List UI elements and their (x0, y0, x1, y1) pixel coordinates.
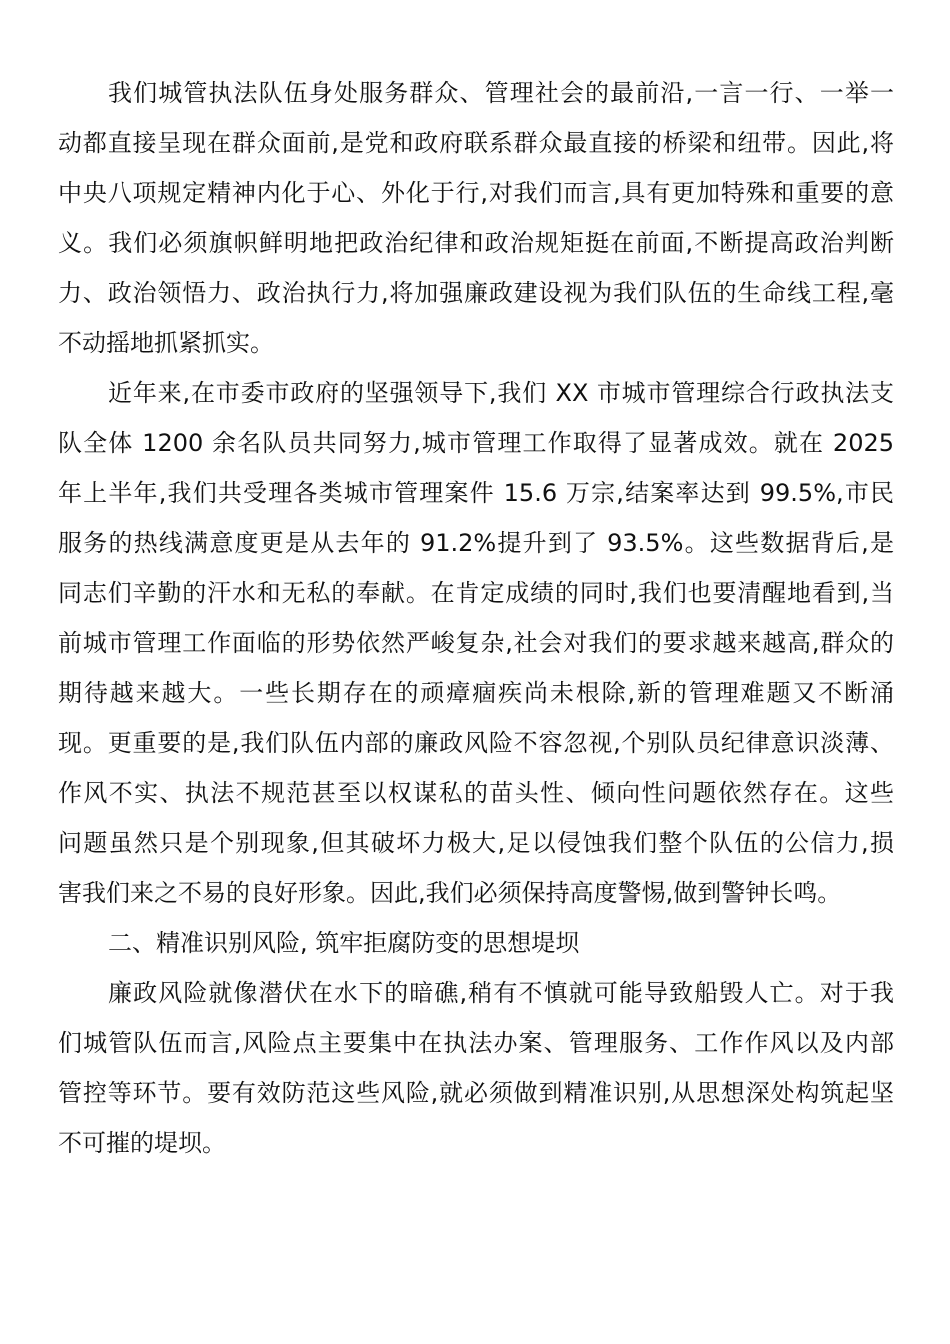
text-line: 作风不实、执法不规范甚至以权谋私的苗头性、倾向性问题依然存在。这些 (58, 779, 894, 807)
paragraph (58, 68, 894, 368)
text-line: 管控等环节。要有效防范这些风险,就必须做到精准识别,从思想深处构筑起坚 (58, 1079, 894, 1107)
paragraph (58, 968, 894, 1168)
text-line: 前城市管理工作面临的形势依然严峻复杂,社会对我们的要求越来越高,群众的 (58, 629, 894, 657)
text-line: 近年来,在市委市政府的坚强领导下,我们 XX 市城市管理综合行政执法支 (108, 379, 894, 407)
section-heading (58, 918, 894, 968)
section-heading-text: 二、精准识别风险, 筑牢拒腐防变的思想堤坝 (108, 929, 580, 957)
paragraph (58, 368, 894, 918)
text-line: 不动摇地抓紧抓实。 (58, 329, 274, 357)
text-line: 们城管队伍而言,风险点主要集中在执法办案、管理服务、工作作风以及内部 (58, 1029, 894, 1057)
text-line: 队全体 1200 余名队员共同努力,城市管理工作取得了显著成效。就在 2025 (58, 429, 894, 457)
text-line: 不可摧的堤坝。 (58, 1129, 226, 1157)
text-line: 义。我们必须旗帜鲜明地把政治纪律和政治规矩挺在前面,不断提高政治判断 (58, 229, 894, 257)
text-line: 问题虽然只是个别现象,但其破坏力极大,足以侵蚀我们整个队伍的公信力,损 (58, 829, 894, 857)
text-line: 服务的热线满意度更是从去年的 91.2%提升到了 93.5%。这些数据背后,是 (58, 529, 894, 557)
text-line: 动都直接呈现在群众面前,是党和政府联系群众最直接的桥梁和纽带。因此,将 (58, 129, 894, 157)
text-line: 年上半年,我们共受理各类城市管理案件 15.6 万宗,结案率达到 99.5%,市民 (58, 479, 894, 507)
text-line: 廉政风险就像潜伏在水下的暗礁,稍有不慎就可能导致船毁人亡。对于我 (108, 979, 894, 1007)
text-line: 同志们辛勤的汗水和无私的奉献。在肯定成绩的同时,我们也要清醒地看到,当 (58, 579, 894, 607)
document-body (58, 68, 894, 1168)
text-line: 害我们来之不易的良好形象。因此,我们必须保持高度警惕,做到警钟长鸣。 (58, 879, 842, 907)
text-line: 力、政治领悟力、政治执行力,将加强廉政建设视为我们队伍的生命线工程,毫 (58, 279, 894, 307)
text-line: 现。更重要的是,我们队伍内部的廉政风险不容忽视,个别队员纪律意识淡薄、 (58, 729, 894, 757)
text-line: 我们城管执法队伍身处服务群众、管理社会的最前沿,一言一行、一举一 (108, 79, 894, 107)
text-line: 中央八项规定精神内化于心、外化于行,对我们而言,具有更加特殊和重要的意 (58, 179, 894, 207)
text-line: 期待越来越大。一些长期存在的顽瘴痼疾尚未根除,新的管理难题又不断涌 (58, 679, 894, 707)
